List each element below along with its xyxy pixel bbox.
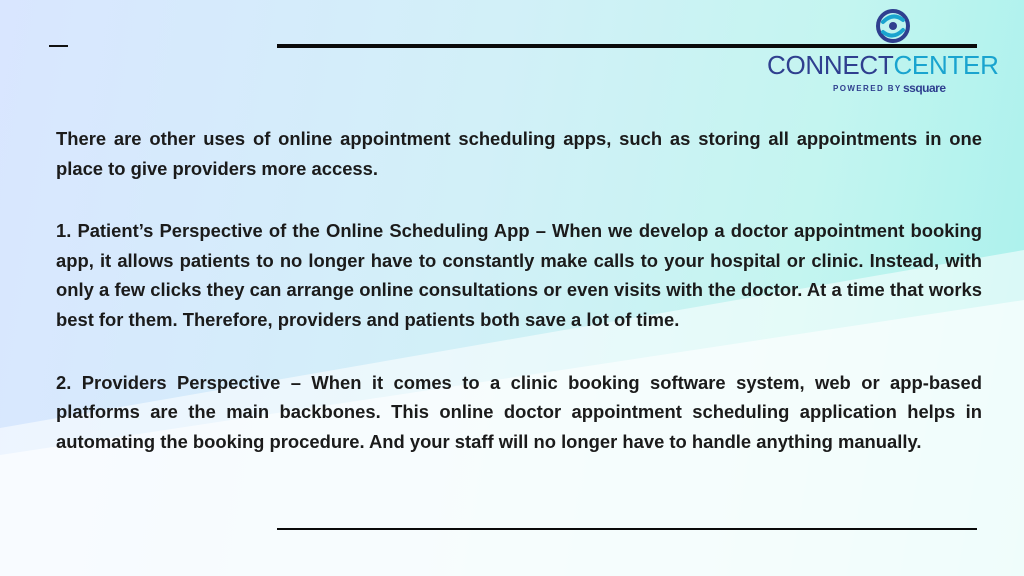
logo-word-center: CENTER [893, 50, 999, 80]
paragraph-provider-perspective: 2. Providers Perspective – When it comes to a clinic booking software system, web or app-based platforms are the main backbones. This online doctor appointment scheduling application helps in automating the booking procedure. And your staff will no longer have to handle anything manually. [56, 371, 982, 452]
connectcenter-logo-icon [875, 8, 911, 44]
logo-brand: ssquare [903, 81, 946, 95]
connectcenter-logo [765, 6, 1024, 102]
logo-powered-by: POWERED BY [833, 84, 902, 93]
body-text [56, 124, 982, 489]
logo-word-connect: CONNECT [767, 50, 894, 80]
slide-marker [49, 45, 68, 47]
paragraph-intro: There are other uses of online appointment scheduling apps, such as storing all appointments in one place to give providers more access. [56, 128, 982, 179]
bottom-divider [277, 528, 977, 530]
logo-wordmark [767, 52, 999, 78]
paragraph-patient-perspective: 1. Patient’s Perspective of the Online Scheduling App – When we develop a doctor appointment booking app, it allows patients to no longer have to constantly make calls to your hospital or clinic. Instead, with only a few clicks they can arrange online consultations or even visits with the doctor. At a time that works best for them. Therefore, providers and patients both save a lot of time. [56, 220, 982, 330]
